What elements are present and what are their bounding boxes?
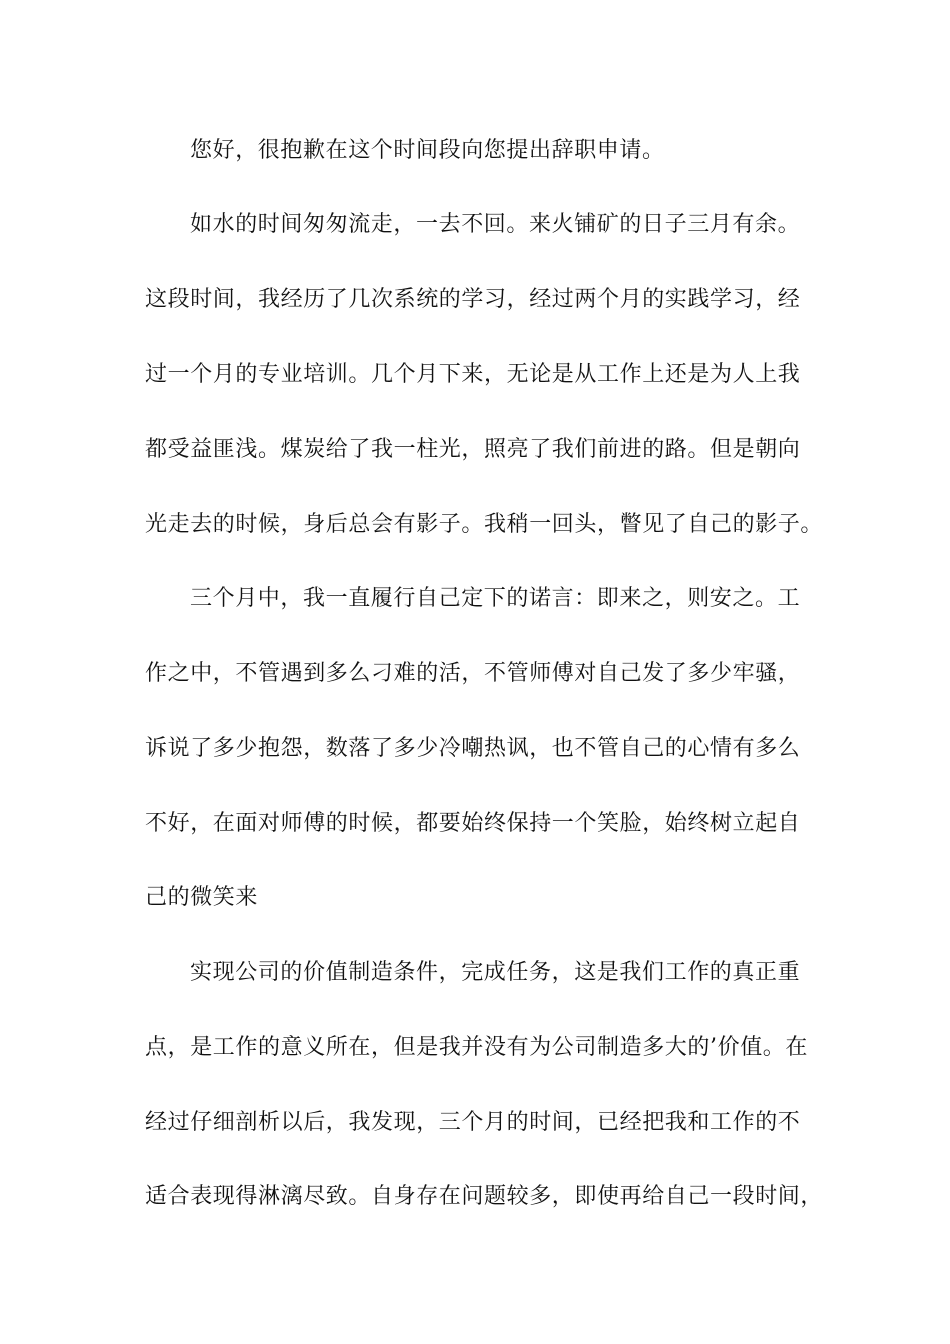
text-line: 己的微笑来 xyxy=(145,885,259,910)
text-line: 不好，在面对师傅的时候，都要始终保持一个笑脸，始终树立起自 xyxy=(145,811,801,836)
text-line: 如水的时间匆匆流走，一去不回。来火铺矿的日子三月有余。 xyxy=(190,212,801,237)
text-line: 光走去的时候，身后总会有影子。我稍一回头，瞥见了自己的影子。 xyxy=(145,512,824,537)
text-line: 点，是工作的意义所在，但是我并没有为公司制造多大的’价值。在 xyxy=(145,1035,808,1060)
text-line: 作之中，不管遇到多么刁难的活，不管师傅对自己发了多少牢骚， xyxy=(145,661,801,686)
text-line: 三个月中，我一直履行自己定下的诺言：即来之，则安之。工 xyxy=(190,586,801,611)
text-line: 实现公司的价值制造条件，完成任务，这是我们工作的真正重 xyxy=(190,960,801,985)
text-line: 您好，很抱歉在这个时间段向您提出辞职申请。 xyxy=(190,138,665,163)
text-line: 适合表现得淋漓尽致。自身存在问题较多，即使再给自己一段时间， xyxy=(145,1184,824,1209)
text-line: 这段时间，我经历了几次系统的学习，经过两个月的实践学习，经 xyxy=(145,287,801,312)
text-line: 过一个月的专业培训。几个月下来，无论是从工作上还是为人上我 xyxy=(145,362,801,387)
text-line: 经过仔细剖析以后，我发现，三个月的时间，已经把我和工作的不 xyxy=(145,1110,801,1135)
text-line: 都受益匪浅。煤炭给了我一柱光，照亮了我们前进的路。但是朝向 xyxy=(145,437,801,462)
text-line: 诉说了多少抱怨，数落了多少冷嘲热讽，也不管自己的心情有多么 xyxy=(145,736,801,761)
